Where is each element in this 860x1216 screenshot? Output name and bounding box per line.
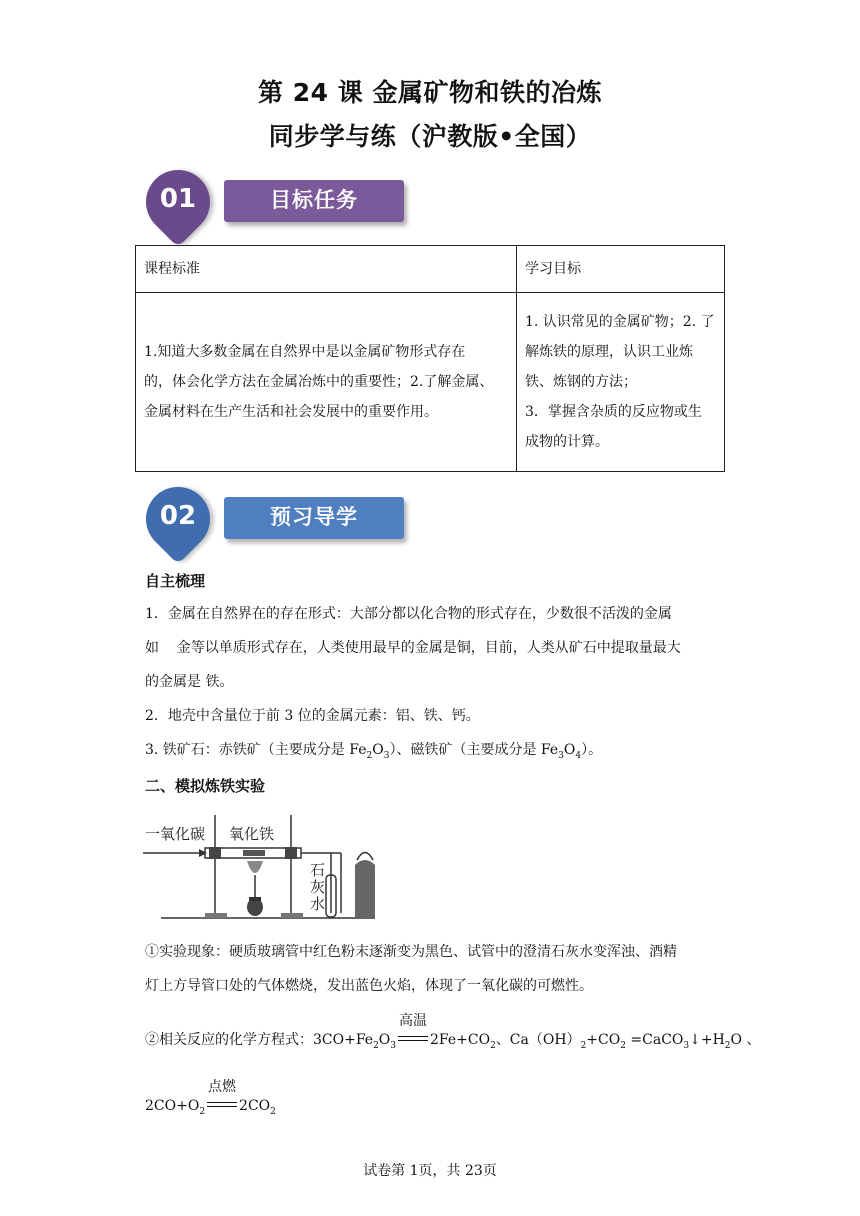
paragraph-line: 1．金属在自然界在的存在形式：大部分都以化合物的形式存在，少数很不活泼的金属	[145, 606, 672, 622]
document-title-line1: 第 24 课 金属矿物和铁的冶炼	[258, 78, 602, 107]
condition-label: 点燃	[208, 1079, 237, 1095]
course-standard-line: 1.知道大多数金属在自然界中是以金属矿物形式存在	[144, 344, 466, 360]
document-title-line2: 同步学与练（沪教版•全国）	[268, 122, 592, 151]
banner-number: 01	[159, 184, 197, 214]
section-heading-iron-smelting: 二、模拟炼铁实验	[145, 777, 266, 795]
reaction-condition-ignite	[205, 1079, 239, 1116]
course-standard-cell	[136, 293, 517, 472]
equation-text: 3CO+Fe	[313, 1032, 374, 1048]
equation-line-2	[145, 1079, 276, 1122]
equation-text: 2Fe+CO	[430, 1032, 491, 1048]
paragraph-line: 灯上方导管口处的气体燃烧，发出蓝色火焰，体现了一氧化碳的可燃性。	[145, 978, 593, 994]
equation-text: 2CO	[239, 1098, 271, 1114]
section-heading-self-study: 自主梳理	[145, 572, 206, 590]
text-span: ）。	[581, 742, 603, 758]
paragraph-line: 的金属是 铁。	[145, 674, 234, 690]
condition-label: 高温	[399, 1013, 428, 1029]
subscript: 2	[270, 1106, 276, 1117]
subscript: 2	[580, 1040, 587, 1051]
learning-goal-line: 1. 认识常见的金属矿物；2. 了	[525, 314, 715, 330]
text-span: ）、磁铁矿（主要成分是 Fe	[389, 742, 559, 758]
subscript: 2	[366, 750, 373, 761]
subscript: 2	[620, 1040, 626, 1051]
observation-paragraph	[145, 935, 720, 1003]
subscript: 3	[383, 750, 390, 761]
paragraph-line: 如 金等以单质形式存在，人类使用最早的金属是铜，目前，人类从矿石中提取量最大	[145, 640, 681, 656]
equation-line-1	[145, 1013, 761, 1056]
text-span: O	[372, 742, 384, 758]
subscript: 3	[558, 750, 564, 761]
course-standard-line: 的，体会化学方法在金属冶炼中的重要性；2.了解金属、	[144, 374, 494, 390]
subscript: 2	[724, 1040, 731, 1051]
banner-number: 02	[159, 501, 197, 531]
label-limewater-3: 水	[310, 895, 326, 913]
label-carbon-monoxide: 一氧化碳	[145, 825, 206, 843]
label-limewater-2: 灰	[310, 878, 326, 896]
paragraph-2: 2．地壳中含量位于前 3 位的金属元素：铝、铁、钙。	[145, 708, 480, 724]
course-standard-line: 金属材料在生产生活和社会发展中的重要作用。	[144, 404, 438, 420]
table-header-learning-goal: 学习目标	[517, 246, 725, 293]
goals-table	[135, 245, 725, 472]
subscript: 4	[575, 750, 582, 761]
learning-goal-line: 铁、炼钢的方法；	[525, 374, 637, 390]
text-span: O	[563, 742, 576, 758]
iron-smelting-apparatus-diagram	[143, 815, 383, 925]
subscript: 2	[373, 1040, 379, 1051]
learning-goal-line: 成物的计算。	[525, 434, 609, 450]
equation-intro: ②相关反应的化学方程式：	[145, 1032, 313, 1048]
learning-goal-line: 3．掌握含杂质的反应物或生	[525, 404, 702, 420]
reaction-condition-high-temp	[396, 1013, 430, 1050]
banner-label: 预习导学	[270, 505, 358, 529]
equation-text: 、Ca（OH）	[495, 1032, 581, 1048]
learning-goal-line: 解炼铁的原理，认识工业炼	[525, 344, 693, 360]
subscript: 3	[683, 1040, 690, 1051]
equation-text: O	[378, 1032, 391, 1048]
equation-text: O 、	[730, 1032, 761, 1048]
equation-text: +CO	[586, 1032, 621, 1048]
paragraph-1	[145, 597, 720, 699]
paragraph-3	[145, 733, 720, 773]
equation-text: =CaCO	[625, 1032, 684, 1048]
banner-label: 目标任务	[270, 188, 358, 212]
equation-text: 2CO+O	[145, 1098, 200, 1114]
learning-goal-cell	[517, 293, 725, 472]
text-span: 3. 铁矿石：赤铁矿（主要成分是 Fe	[145, 742, 367, 758]
subscript: 2	[490, 1040, 496, 1051]
section-banner-01	[142, 166, 417, 238]
paragraph-line: ①实验现象：硬质玻璃管中红色粉末逐渐变为黑色、试管中的澄清石灰水变浑浊、酒精	[145, 944, 677, 960]
subscript: 2	[199, 1106, 206, 1117]
label-iron-oxide: 氧化铁	[229, 825, 275, 843]
table-header-course-standard: 课程标准	[136, 246, 517, 293]
label-limewater-1: 石	[310, 861, 326, 879]
page-footer: 试卷第 1页，共 23页	[363, 1163, 497, 1179]
equation-text: ↓+H	[689, 1032, 725, 1048]
section-banner-02	[142, 483, 417, 555]
subscript: 3	[390, 1040, 397, 1051]
